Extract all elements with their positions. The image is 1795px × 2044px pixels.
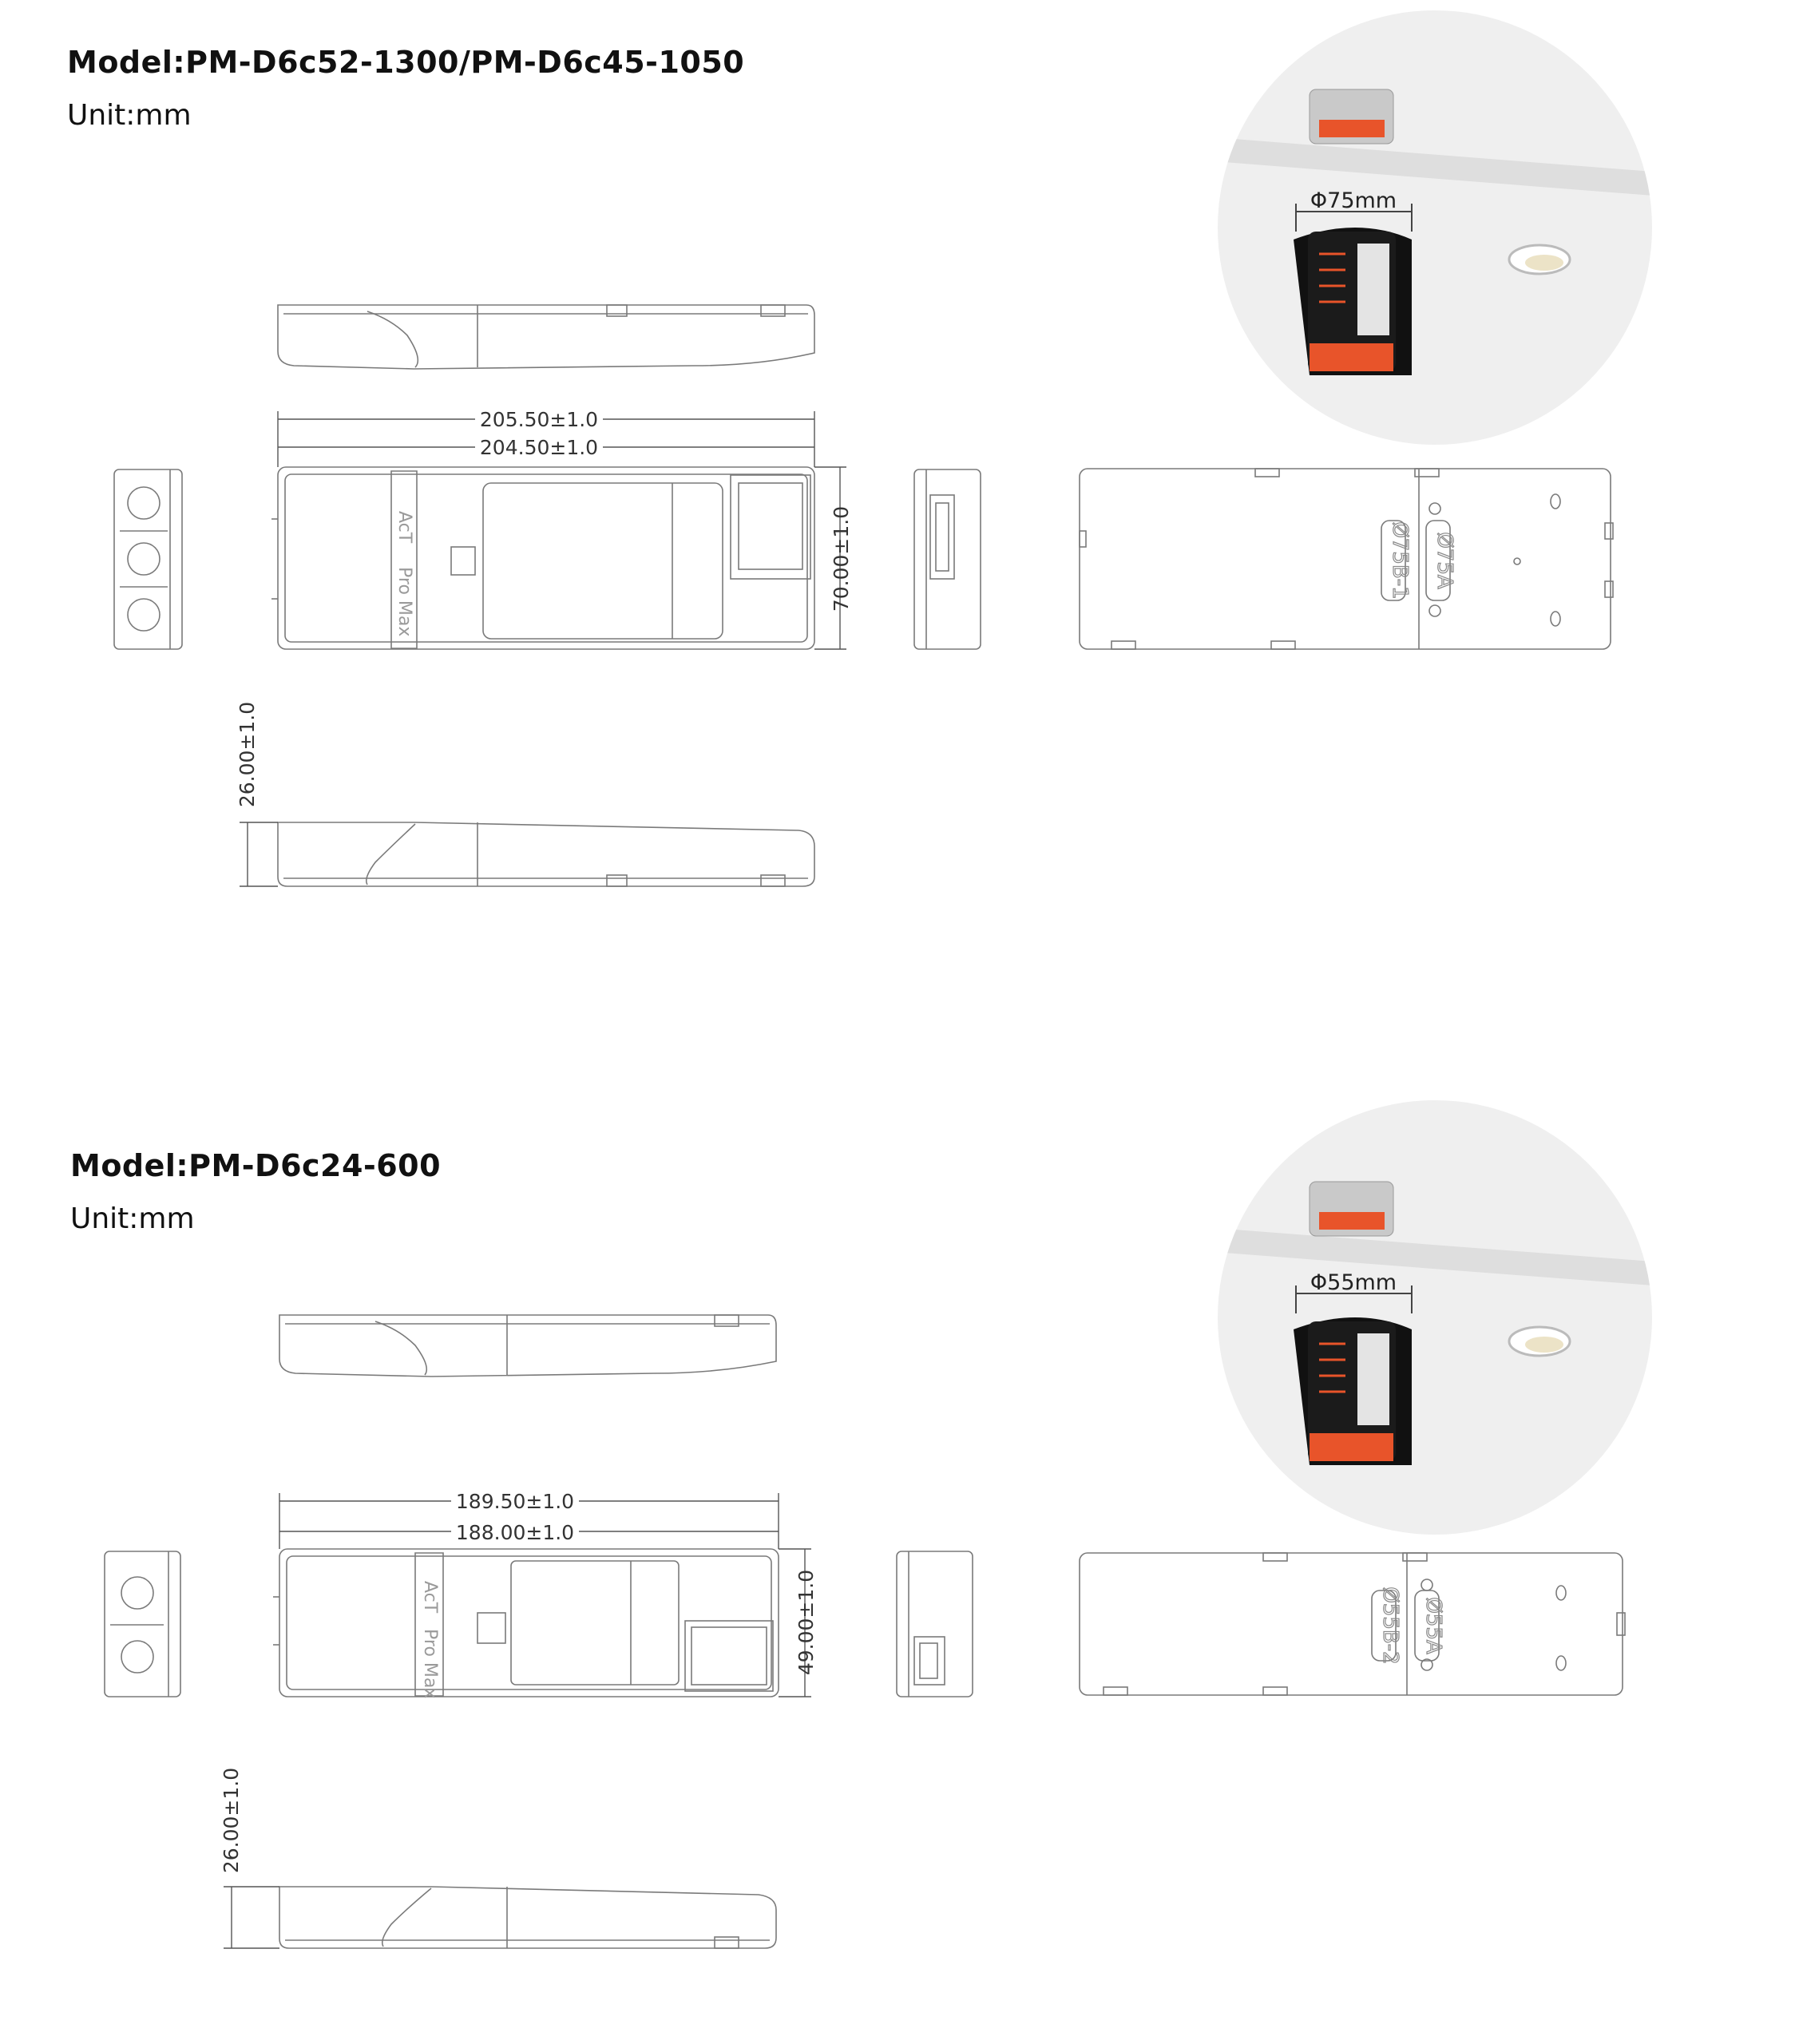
back-mark-a: Ø55A (1421, 1597, 1445, 1654)
model-title: Model:PM-D6c24-600 (70, 1148, 442, 1183)
hole-diameter-label: Φ55mm (1310, 1270, 1397, 1295)
bottom-profile-view (279, 1887, 776, 1948)
outer-length-dim: 189.50±1.0 (455, 1490, 575, 1513)
right-end-view (897, 1551, 973, 1697)
width-dim: 70.00±1.0 (830, 505, 853, 612)
back-mark-a: Ø75A (1432, 532, 1456, 589)
height-dim: 26.00±1.0 (236, 701, 259, 808)
front-view (273, 1549, 779, 1697)
height-dim: 26.00±1.0 (220, 1767, 243, 1874)
model-section-2 (0, 1022, 1795, 2044)
right-end-view (914, 469, 981, 649)
brand-logo: AcT (420, 1581, 440, 1614)
brand-logo: AcT (394, 511, 414, 544)
back-mark-b: Ø75B-1 (1388, 521, 1412, 600)
brand-name: Pro Max (420, 1629, 440, 1699)
front-view (271, 467, 814, 649)
unit-label: Unit:mm (67, 99, 192, 132)
left-end-view (105, 1551, 180, 1697)
back-view (1080, 1553, 1625, 1695)
width-dim: 49.00±1.0 (794, 1569, 818, 1676)
inner-length-dim: 188.00±1.0 (455, 1521, 575, 1544)
top-profile-view (279, 1315, 776, 1377)
bottom-profile-view (278, 822, 814, 886)
inner-length-dim: 204.50±1.0 (479, 436, 599, 459)
outer-length-dim: 205.50±1.0 (479, 408, 599, 431)
top-profile-view (278, 305, 814, 369)
brand-name: Pro Max (394, 567, 414, 637)
back-view (1080, 469, 1613, 649)
technical-drawing-2 (0, 1022, 1795, 2044)
hole-diameter-label: Φ75mm (1310, 188, 1397, 213)
left-end-view (114, 469, 182, 649)
unit-label: Unit:mm (70, 1202, 195, 1235)
installation-callout (1214, 1100, 1653, 1535)
back-mark-b: Ø55B-2 (1378, 1586, 1402, 1665)
installation-callout (1214, 10, 1653, 445)
model-title: Model:PM-D6c52-1300/PM-D6c45-1050 (67, 45, 745, 80)
